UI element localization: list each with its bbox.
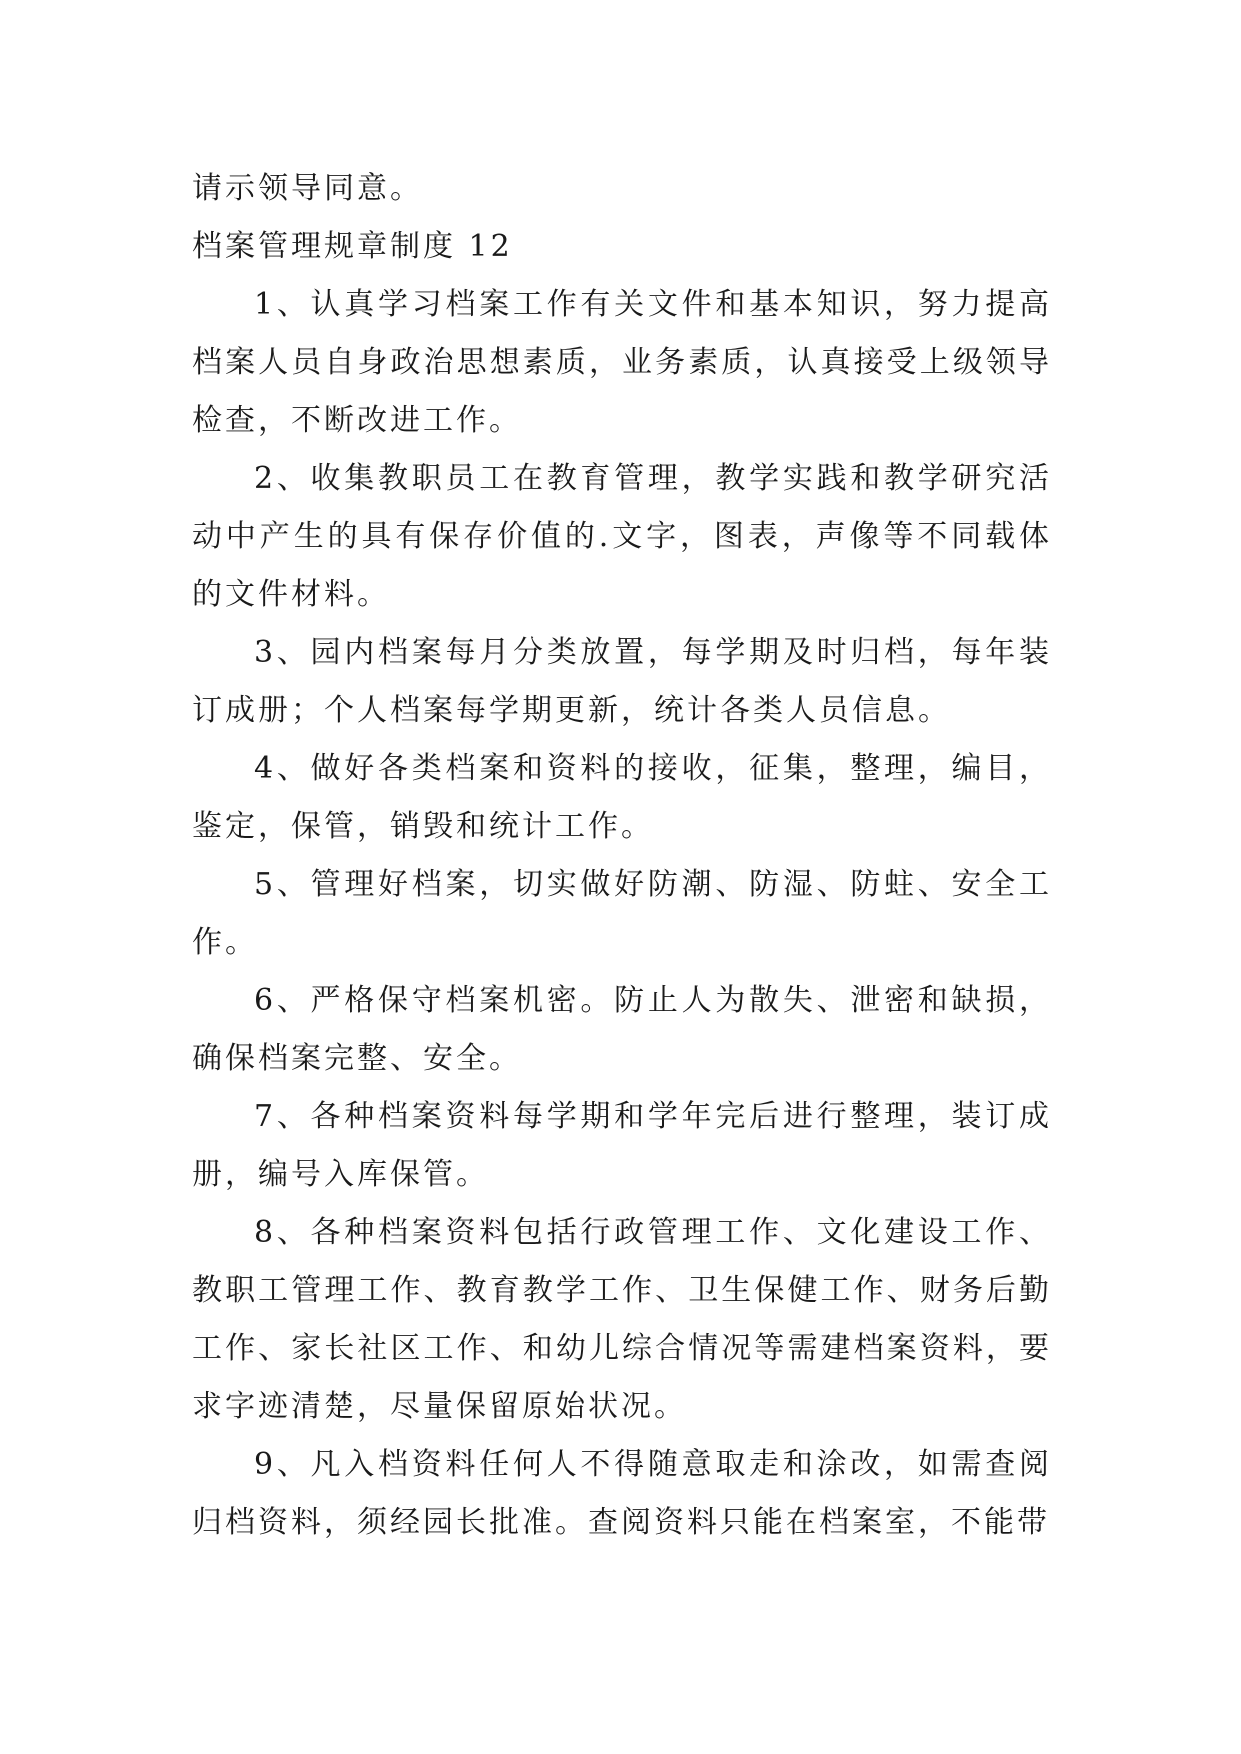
section-heading: 档案管理规章制度 12 bbox=[192, 229, 513, 264]
paragraph-2: 2、收集教职员工在教育管理，教学实践和教学研究活动中产生的具有保存价值的.文字，图表，声像等不同载体的文件材料。 bbox=[192, 461, 1052, 612]
paragraph-8: 8、各种档案资料包括行政管理工作、文化建设工作、教职工管理工作、教育教学工作、卫生保健工作、财务后勤工作、家长社区工作、和幼儿综合情况等需建档案资料，要求字迹清楚，尽量保留原始状况。 bbox=[192, 1215, 1052, 1424]
paragraph-3: 3、园内档案每月分类放置，每学期及时归档，每年装订成册；个人档案每学期更新，统计各类人员信息。 bbox=[192, 635, 1052, 728]
lead-line: 请示领导同意。 bbox=[192, 171, 423, 206]
paragraph-1: 1、认真学习档案工作有关文件和基本知识，努力提高档案人员自身政治思想素质，业务素质，认真接受上级领导检查，不断改进工作。 bbox=[192, 287, 1052, 438]
document-page bbox=[192, 160, 1052, 1552]
paragraph-9: 9、凡入档资料任何人不得随意取走和涂改，如需查阅归档资料，须经园长批准。查阅资料只能在档案室，不能带 bbox=[192, 1447, 1052, 1540]
paragraph-6: 6、严格保守档案机密。防止人为散失、泄密和缺损，确保档案完整、安全。 bbox=[192, 983, 1052, 1076]
paragraph-7: 7、各种档案资料每学期和学年完后进行整理，装订成册，编号入库保管。 bbox=[192, 1099, 1052, 1192]
paragraph-5: 5、管理好档案，切实做好防潮、防湿、防蛀、安全工作。 bbox=[192, 867, 1052, 960]
paragraph-4: 4、做好各类档案和资料的接收，征集，整理，编目，鉴定，保管，销毁和统计工作。 bbox=[192, 751, 1052, 844]
